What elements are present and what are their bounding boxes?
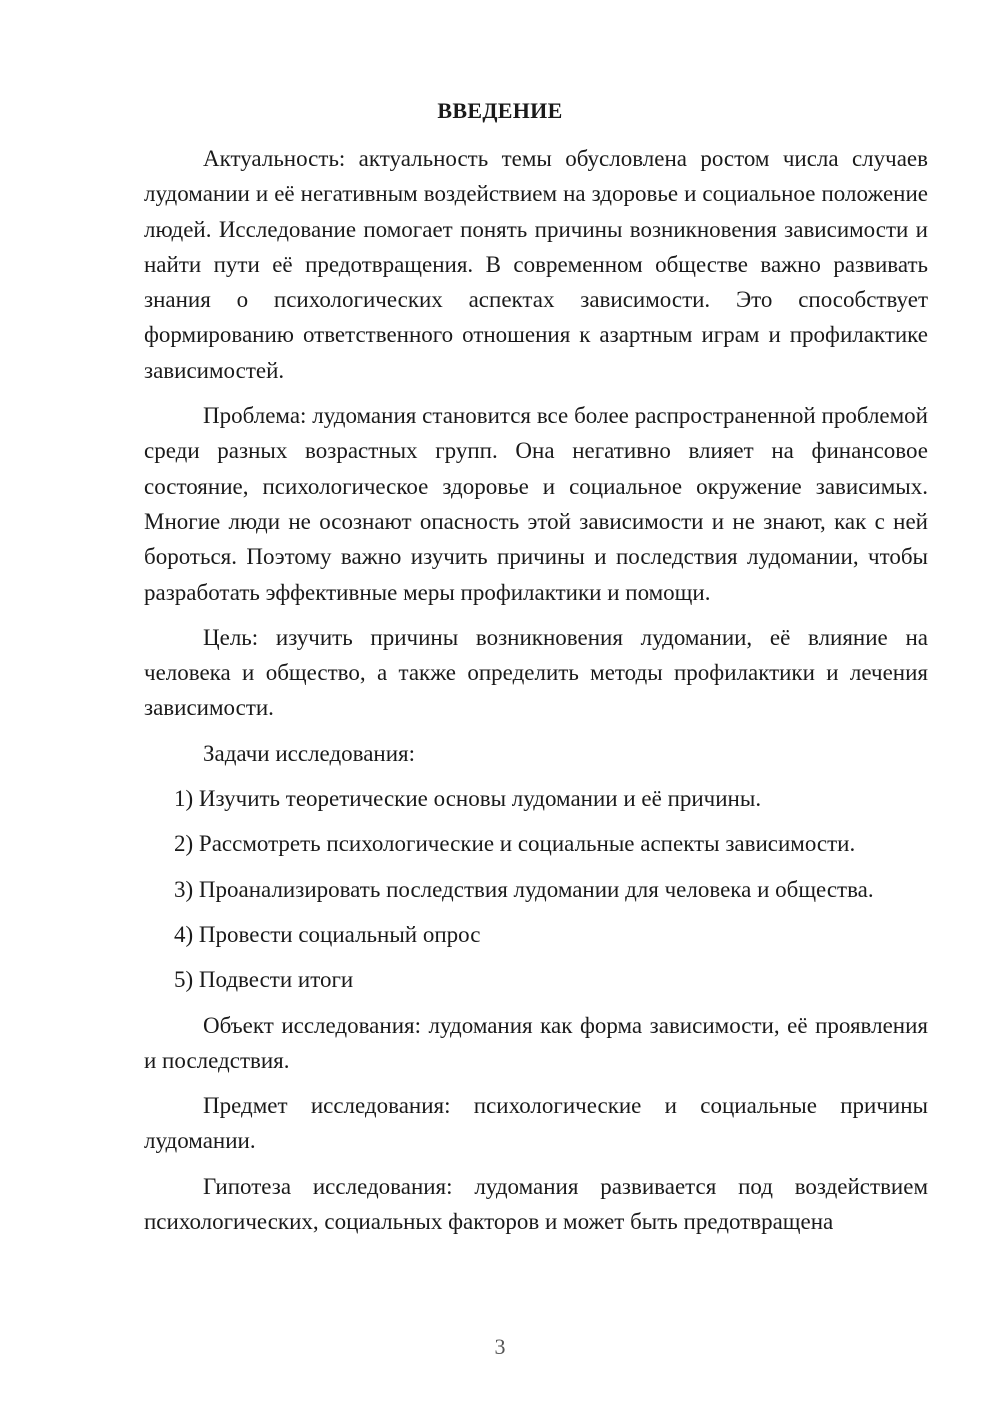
task-item-5: 5) Подвести итоги bbox=[174, 967, 354, 993]
task-item-4: 4) Провести социальный опрос bbox=[174, 921, 481, 947]
task-item-3: 3) Проанализировать последствия лудомании для человека и общества. bbox=[174, 876, 874, 902]
page-number: 3 bbox=[494, 1334, 506, 1359]
paragraph-relevance: Актуальность: актуальность темы обусловлена ростом числа случаев лудомании и её негативным воздействием на здоровье и социальное положение людей. Исследование помогает понять причины возникновения зависимости и найти пути её предотвращения. В современном обществе важно развивать знания о психологических аспектах зависимости. Это способствует формированию ответственного отношения к азартным играм и профилактике зависимостей. bbox=[144, 146, 928, 383]
paragraph-object: Объект исследования: лудомания как форма зависимости, её проявления и последствия. bbox=[144, 1012, 928, 1073]
body-text bbox=[144, 141, 928, 1239]
paragraph-hypothesis: Гипотеза исследования: лудомания развивается под воздействием психологических, социальных факторов и может быть предотвращена bbox=[144, 1173, 928, 1235]
task-item-1: 1) Изучить теоретические основы лудомании и её причины. bbox=[174, 786, 762, 812]
tasks-heading: Задачи исследования: bbox=[203, 740, 416, 766]
paragraph-subject: Предмет исследования: психологические и социальные причины лудомании. bbox=[144, 1093, 928, 1154]
paragraph-problem: Проблема: лудомания становится все более распространенной проблемой среди разных возрастных групп. Она негативно влияет на финансовое состояние, психологическое здоровье и социальное окружение зависимых. Многие люди не осознают опасность этой зависимости и не знают, как с ней бороться. Поэтому важно изучить причины и последствия лудомании, чтобы разработать эффективные меры профилактики и помощи. bbox=[144, 403, 928, 605]
task-item-2: 2) Рассмотреть психологические и социальные аспекты зависимости. bbox=[174, 831, 856, 857]
paragraph-goal: Цель: изучить причины возникновения лудомании, её влияние на человека и общество, а также определить методы профилактики и лечения зависимости. bbox=[144, 624, 928, 721]
section-heading: ВВЕДЕНИЕ bbox=[437, 98, 563, 123]
